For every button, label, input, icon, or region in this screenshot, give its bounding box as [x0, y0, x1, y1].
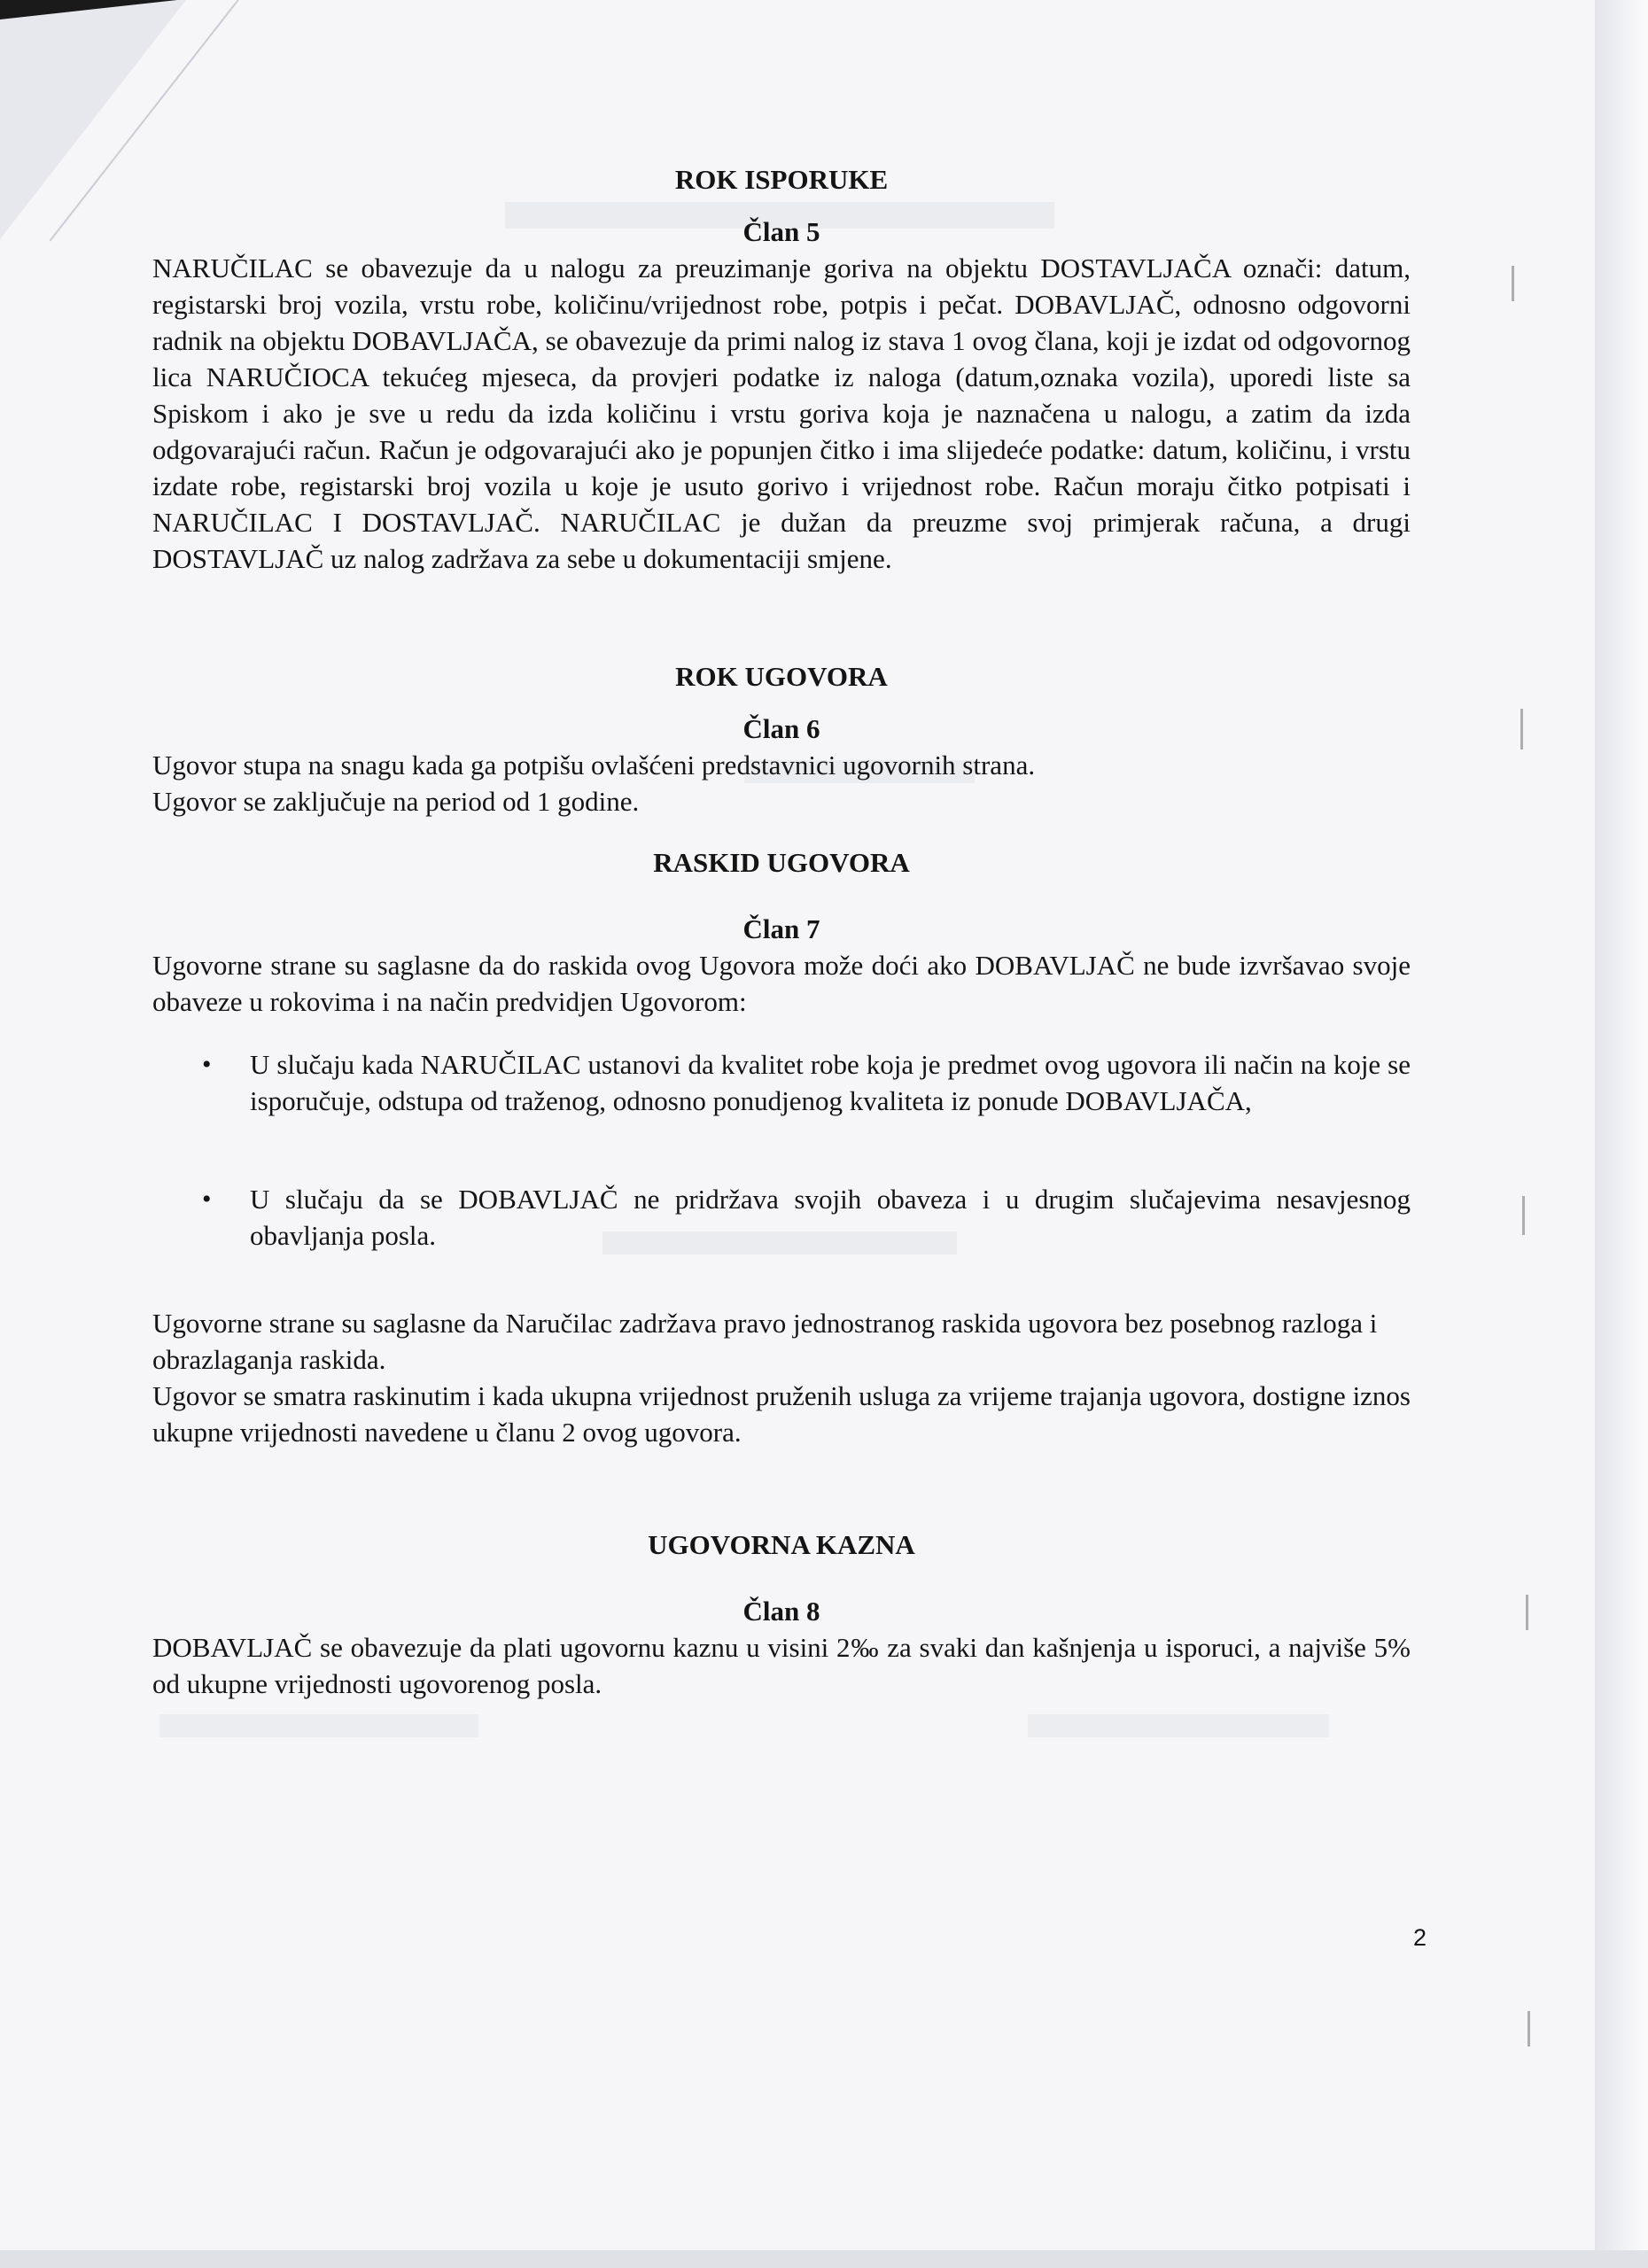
edge-mark — [1528, 2011, 1530, 2047]
scan-corner-shadow — [0, 0, 177, 19]
edge-mark — [1520, 709, 1523, 750]
list-item: • U slučaju kada NARUČILAC ustanovi da kvalitet robe koja je predmet ovog ugovora ili način na koje se isporučuje, odstupa od traženog, odnosno ponudjenog kvaliteta iz ponude DOBAVLJAČA, — [250, 1046, 1411, 1119]
document-body — [152, 161, 1411, 1702]
section-ugovorna-kazna — [152, 1526, 1411, 1702]
article-number: Član 6 — [742, 713, 820, 744]
article-paragraph: DOBAVLJAČ se obavezuje da plati ugovornu kaznu u visini 2‰ za svaki dan kašnjenja u isporuci, a najviše 5% od ukupne vrijednosti ugovorenog posla. — [152, 1632, 1411, 1699]
list-item: • U slučaju da se DOBAVLJAČ ne pridržava svojih obaveza i u drugim slučajevima nesavjesnog obavljanja posla. — [250, 1181, 1411, 1254]
section-heading: ROK ISPORUKE — [674, 164, 889, 195]
page-number: 2 — [1412, 1924, 1426, 1951]
article-number: Član 5 — [742, 216, 820, 247]
article-paragraph: Ugovor se smatra raskinutim i kada ukupna vrijednost pruženih usluga za vrijeme trajanja ugovora, dostigne iznos ukupne vrijednosti navedene u članu 2 ovog ugovora. — [152, 1380, 1411, 1448]
section-heading: ROK UGOVORA — [675, 661, 888, 692]
edge-mark — [1522, 1196, 1525, 1235]
edge-mark — [1526, 1595, 1528, 1630]
edge-mark — [1512, 266, 1514, 301]
section-heading: RASKID UGOVORA — [653, 847, 910, 878]
article-paragraph: Ugovorne strane su saglasne da Naručilac zadržava pravo jednostranog raskida ugovora bez posebnog razloga i obrazlaganja raskida. — [152, 1308, 1378, 1375]
section-raskid-ugovora — [152, 844, 1411, 1450]
article-line: Ugovor se zaključuje na period od 1 godine. — [152, 786, 640, 817]
condition-list — [152, 1046, 1411, 1254]
section-rok-ugovora — [152, 658, 1411, 819]
article-paragraph: Ugovorne strane su saglasne da do raskida ovog Ugovora može doći ako DOBAVLJAČ ne bude izvršavao svoje obaveze u rokovima i na način predvidjen Ugovorom: — [152, 950, 1411, 1017]
article-paragraph: NARUČILAC se obavezuje da u nalogu za preuzimanje goriva na objektu DOSTAVLJAČA označi: datum, registarski broj vozila, vrstu robe, količinu/vrijednost robe, potpis i pečat. DOBAVLJAČ, odnosno odgovorni radnik na objektu DOBAVLJAČA, se obavezuje da primi nalog iz stava 1 ovog člana, koji je izdat od odgovornog lica NARUČIOCA tekućeg mjeseca, da provjeri podatke iz naloga (datum,oznaka vozila), uporedi liste sa Spiskom i ako je sve u redu da izda količinu i vrstu goriva koja je naznačena u nalogu, a zatim da izda odgovarajući račun. Račun je odgovarajući ako je popunjen čitko i ima slijedeće podatke: datum, količinu, i vrstu izdate robe, registarski broj vozila u koje je usuto gorivo i vrijednost robe. Račun moraju čitko potpisati i NARUČILAC I DOSTAVLJAČ. NARUČILAC je dužan da preuzme svoj primjerak računa, a drugi DOSTAVLJAČ uz nalog zadržava za sebe u dokumentaciji smjene. — [152, 252, 1411, 574]
scan-bottom-edge — [0, 2250, 1648, 2268]
article-line: Ugovor stupa na snagu kada ga potpišu ovlašćeni predstavnici ugovornih strana. — [152, 750, 1036, 781]
article-number: Član 8 — [742, 1596, 820, 1627]
article-number: Član 7 — [742, 913, 820, 944]
scan-right-edge — [1595, 0, 1648, 2268]
show-through-mark — [159, 1714, 478, 1737]
section-rok-isporuke — [152, 161, 1411, 577]
section-heading: UGOVORNA KAZNA — [648, 1529, 915, 1560]
show-through-mark — [1028, 1714, 1329, 1737]
